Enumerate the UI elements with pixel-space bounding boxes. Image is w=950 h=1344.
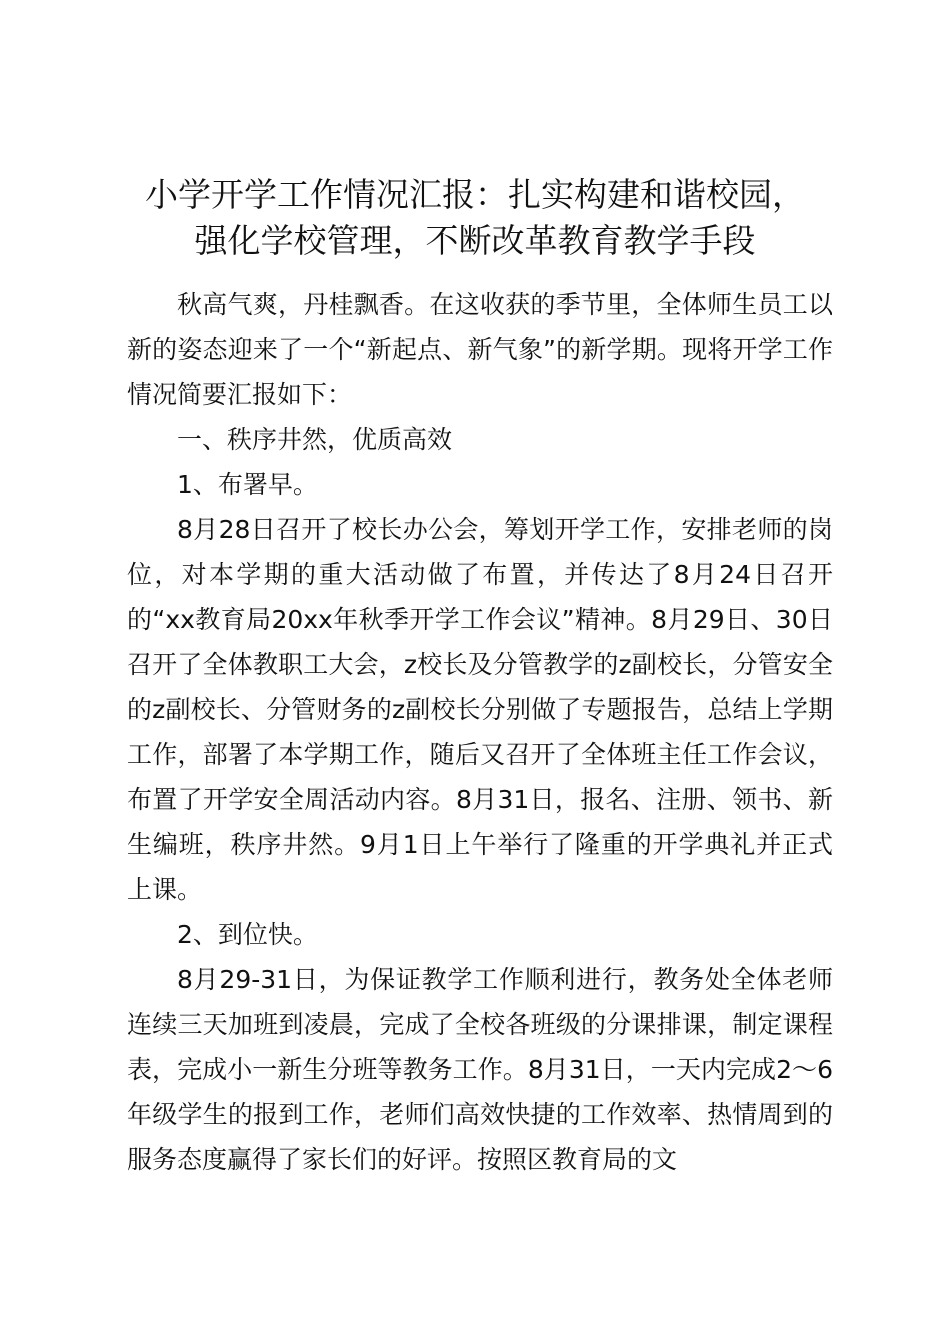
body-paragraph: 8月29-31日，为保证教学工作顺利进行，教务处全体老师连续三天加班到凌晨，完成了全校各班级的分课排课，制定课程表，完成小一新生分班等教务工作。8月31日，一天内完成2～6年级学生的报到工作，老师们高效快捷的工作效率、热情周到的服务态度赢得了家长们的好评。按照区教育局的文 bbox=[127, 965, 833, 1174]
subsection-heading: 1、布署早。 bbox=[177, 470, 318, 499]
title-line-2: 强化学校管理，不断改革教育教学手段 bbox=[194, 221, 756, 260]
document-title bbox=[110, 172, 840, 264]
title-line-1: 小学开学工作情况汇报：扎实构建和谐校园， bbox=[145, 175, 805, 214]
intro-paragraph: 秋高气爽，丹桂飘香。在这收获的季节里，全体师生员工以新的姿态迎来了一个“新起点、新气象”的新学期。现将开学工作情况简要汇报如下： bbox=[127, 290, 833, 409]
body-paragraph: 8月28日召开了校长办公会，筹划开学工作，安排老师的岗位，对本学期的重大活动做了布置，并传达了8月24日召开的“xx教育局20xx年秋季开学工作会议”精神。8月29日、30日召开了全体教职工大会，z校长及分管教学的z副校长，分管安全的z副校长、分管财务的z副校长分别做了专题报告，总结上学期工作，部署了本学期工作，随后又召开了全体班主任工作会议，布置了开学安全周活动内容。8月31日，报名、注册、领书、新生编班，秩序井然。9月1日上午举行了隆重的开学典礼并正式上课。 bbox=[127, 515, 833, 904]
subsection-heading: 2、到位快。 bbox=[177, 920, 318, 949]
section-heading: 一、秩序井然，优质高效 bbox=[177, 425, 453, 454]
document-body bbox=[127, 282, 833, 1182]
